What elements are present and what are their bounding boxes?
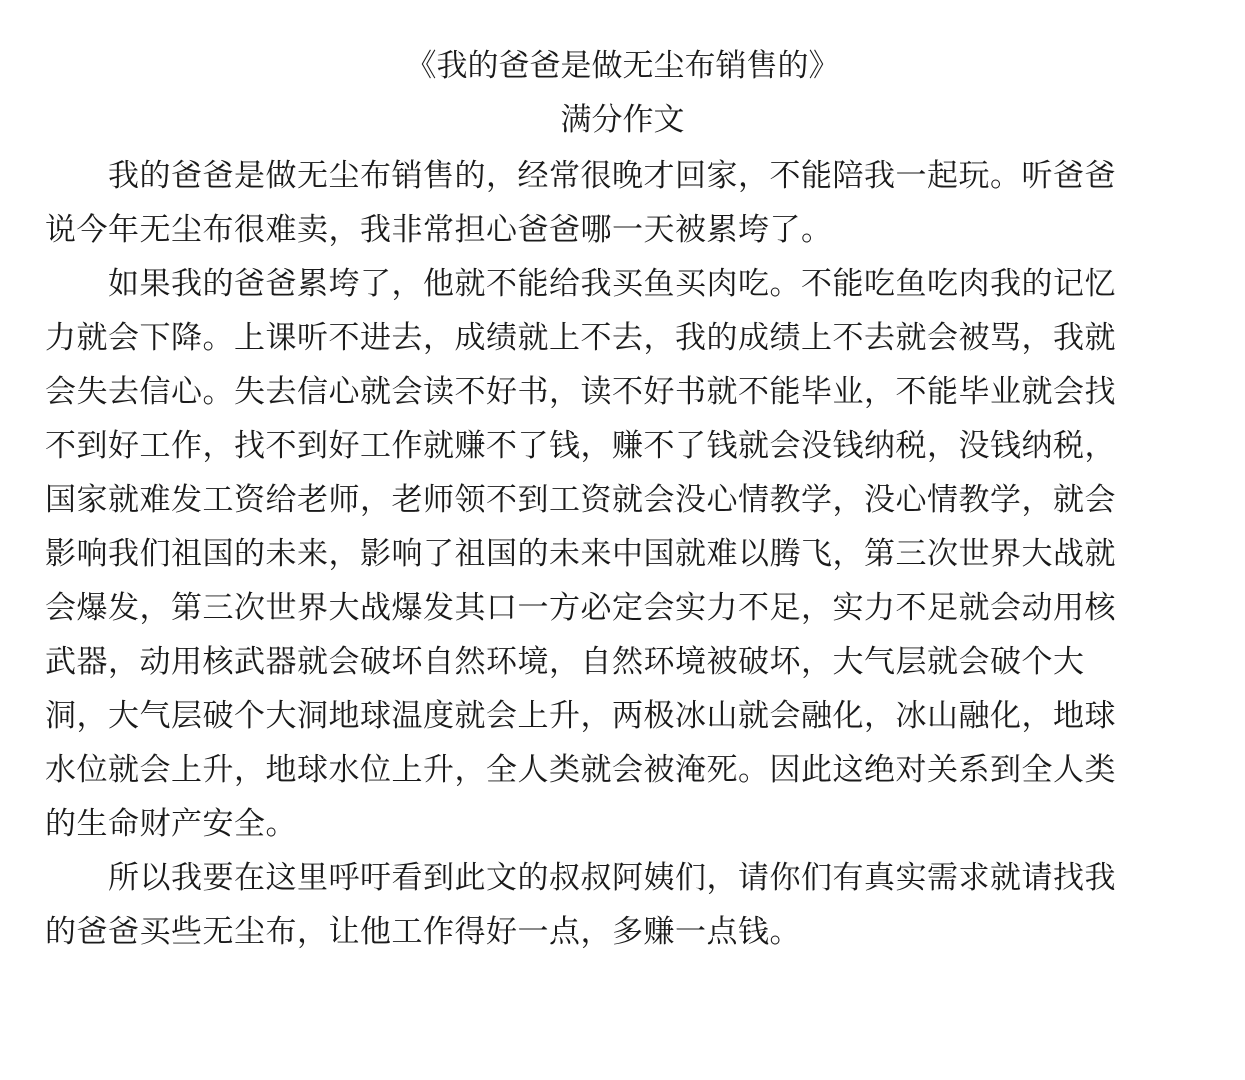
paragraph-2-line-6: 影响我们祖国的未来，影响了祖国的未来中国就难以腾飞，第三次世界大战就 (45, 536, 1116, 572)
paragraph-2-line-3: 会失去信心。失去信心就会读不好书，读不好书就不能毕业，不能毕业就会找 (45, 374, 1116, 410)
paragraph-2-line-9: 洞，大气层破个大洞地球温度就会上升，两极冰山就会融化，冰山融化，地球 (45, 698, 1116, 734)
paragraph-3-line-2: 的爸爸买些无尘布，让他工作得好一点，多赚一点钱。 (45, 914, 801, 950)
paragraph-3-line-1: 所以我要在这里呼吁看到此文的叔叔阿姨们，请你们有真实需求就请找我 (108, 860, 1116, 896)
paragraph-2-line-10: 水位就会上升，地球水位上升，全人类就会被淹死。因此这绝对关系到全人类 (45, 752, 1116, 788)
paragraph-2-line-5: 国家就难发工资给老师，老师领不到工资就会没心情教学，没心情教学，就会 (45, 482, 1116, 518)
paragraph-2-line-8: 武器，动用核武器就会破坏自然环境，自然环境被破坏，大气层就会破个大 (45, 644, 1085, 680)
paragraph-1-line-2: 说今年无尘布很难卖，我非常担心爸爸哪一天被累垮了。 (45, 212, 833, 248)
paragraph-2-line-4: 不到好工作，找不到好工作就赚不了钱，赚不了钱就会没钱纳税，没钱纳税， (45, 428, 1116, 464)
essay-subtitle: 满分作文 (560, 102, 685, 138)
paragraph-2-line-2: 力就会下降。上课听不进去，成绩就上不去，我的成绩上不去就会被骂，我就 (45, 320, 1116, 356)
paragraph-2-line-1: 如果我的爸爸累垮了，他就不能给我买鱼买肉吃。不能吃鱼吃肉我的记忆 (108, 266, 1116, 302)
paragraph-2-line-7: 会爆发，第三次世界大战爆发其口一方必定会实力不足，实力不足就会动用核 (45, 590, 1116, 626)
paragraph-1-line-1: 我的爸爸是做无尘布销售的，经常很晚才回家，不能陪我一起玩。听爸爸 (108, 158, 1116, 194)
essay-title: 《我的爸爸是做无尘布销售的》 (405, 48, 840, 84)
paragraph-2-line-11: 的生命财产安全。 (45, 806, 297, 842)
